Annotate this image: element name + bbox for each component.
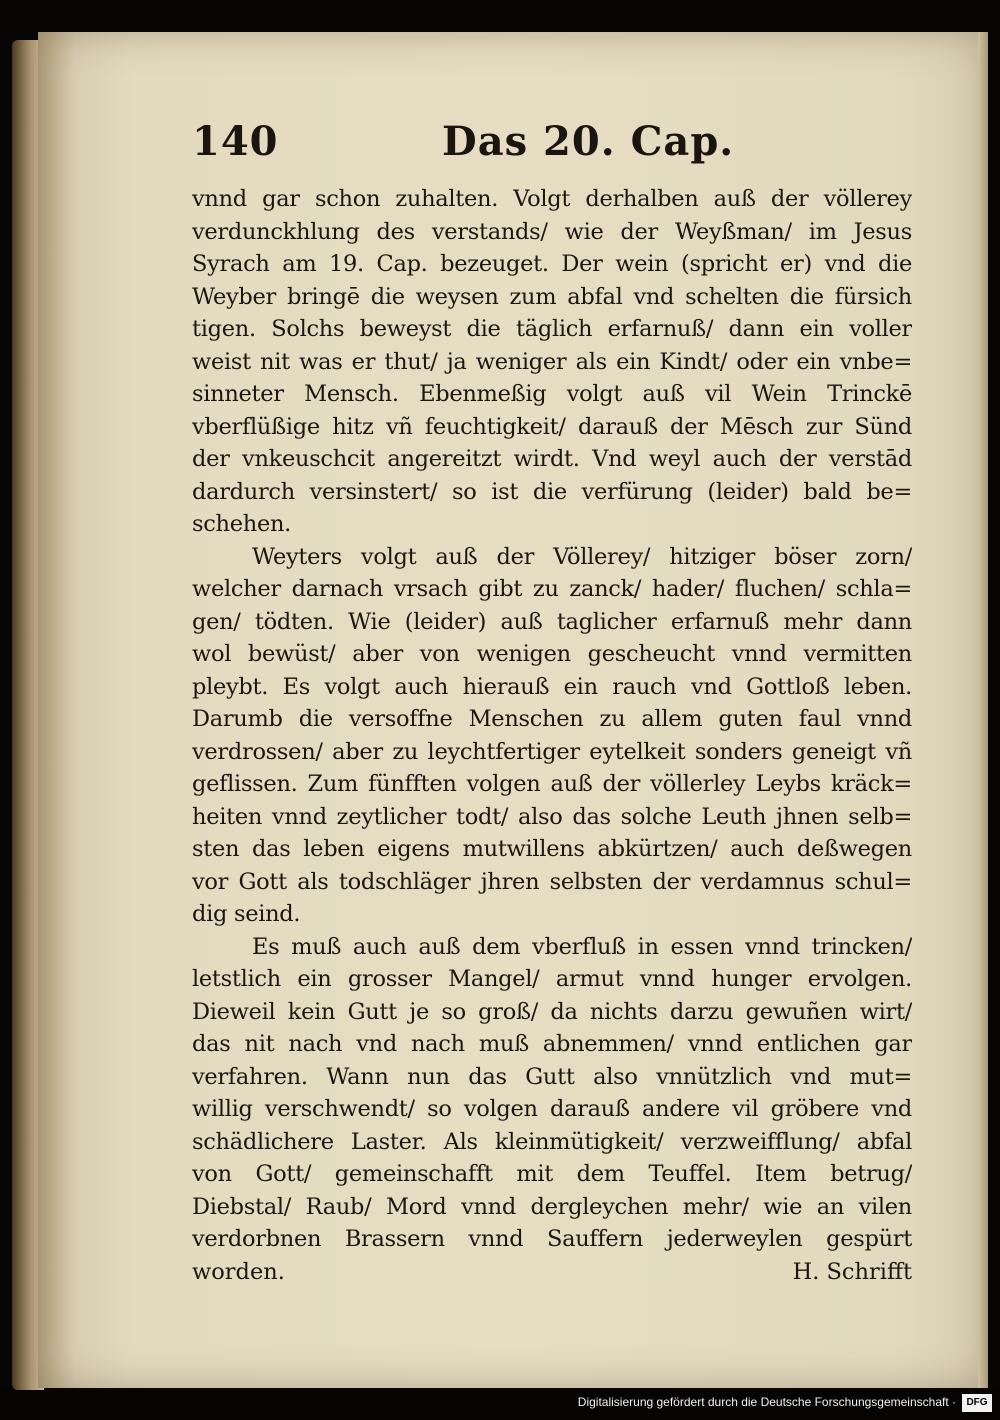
text-line: sinneter Mensch. Ebenmeßig volgt auß vil Wein Trinckē	[192, 381, 912, 407]
funding-credit: Digitalisierung gefördert durch die Deutsche Forschungsgemeinschaft ·	[577, 1395, 956, 1409]
last-line-with-catchword	[192, 1256, 912, 1289]
running-title: Das 20. Cap.	[442, 118, 735, 165]
paragraph-end-line: schehen.	[192, 511, 292, 537]
page-header	[192, 118, 912, 178]
text-line: welcher darnach vrsach gibt zu zanck/ hader/ fluchen/ schla=	[192, 576, 912, 602]
text-line: willig verschwendt/ so volgen darauß andere vil gröbere vnd	[192, 1096, 912, 1122]
text-line: Diebstal/ Raub/ Mord vnnd dergleychen mehr/ wie an vilen	[192, 1193, 912, 1220]
body-text	[192, 183, 912, 1285]
text-line: schädlichere Laster. Als kleinmütigkeit/ verzweifflung/ abfal	[192, 1128, 912, 1155]
text-line: Dieweil kein Gutt je so groß/ da nichts darzu gewuñen wirt/	[192, 998, 912, 1025]
text-line: Syrach am 19. Cap. bezeuget. Der wein (spricht er) vnd die	[192, 251, 912, 277]
text-line: weist nit was er thut/ ja weniger als ein Kindt/ oder ein vnbe=	[192, 348, 912, 375]
catchword: H. Schrifft	[792, 1258, 912, 1285]
paragraph-end-line: dig seind.	[192, 901, 301, 927]
paragraph-start-line: Weyters volgt auß der Völlerey/ hitziger böser zorn/	[252, 543, 912, 570]
text-line: sten das leben eigens mutwillens abkürtzen/ auch deßwegen	[192, 836, 912, 862]
text-line: verdrossen/ aber zu leychtfertiger eytelkeit sonders geneigt vñ	[192, 738, 912, 765]
text-line: gen/ tödten. Wie (leider) auß taglicher erfarnuß mehr dann	[192, 608, 912, 635]
text-line: verfahren. Wann nun das Gutt also vnnützlich vnd mut=	[192, 1063, 912, 1090]
text-line: von Gott/ gemeinschafft mit dem Teuffel. Item betrug/	[192, 1161, 912, 1187]
text-line: verdorbnen Brassern vnnd Sauffern jederweylen gespürt	[192, 1226, 912, 1252]
text-line: der vnkeuschcit angereitzt wirdt. Vnd weyl auch der verstād	[192, 446, 912, 472]
text-line: vnnd gar schon zuhalten. Volgt derhalben auß der völlerey	[192, 186, 912, 212]
text-line: vberflüßige hitz vñ feuchtigkeit/ darauß der Mēsch zur Sünd	[192, 413, 912, 440]
text-line: tigen. Solchs beweyst die täglich erfarnuß/ dann ein voller	[192, 316, 912, 342]
text-line: das nit nach vnd nach muß abnemmen/ vnnd entlichen gar	[192, 1031, 912, 1057]
last-line-text: worden.	[192, 1258, 285, 1285]
paragraph-start-line: Es muß auch auß dem vberfluß in essen vnnd trincken/	[252, 933, 912, 960]
dfg-logo-icon: DFG	[962, 1394, 992, 1412]
page-number: 140	[192, 118, 279, 165]
text-line: geflissen. Zum fünfften volgen auß der völlerley Leybs kräck=	[192, 771, 912, 797]
page-right-edge	[978, 32, 988, 1388]
text-line: letstlich ein grosser Mangel/ armut vnnd hunger ervolgen.	[192, 966, 912, 992]
text-line: heiten vnnd zeytlicher todt/ also das solche Leuth jhnen selb=	[192, 803, 912, 830]
text-line: Weyber bringē die weysen zum abfal vnd schelten die fürsich	[192, 283, 912, 310]
text-line: pleybt. Es volgt auch hierauß ein rauch vnd Gottloß leben.	[192, 673, 912, 700]
text-line: verdunckhlung des verstands/ wie der Weyßman/ im Jesus	[192, 218, 912, 245]
text-line: vor Gott als todschläger jhren selbsten der verdamnus schul=	[192, 868, 912, 895]
digitization-footer	[0, 1390, 1000, 1420]
text-line: wol bewüst/ aber von wenigen gescheucht vnnd vermitten	[192, 641, 912, 667]
text-line: Darumb die versoffne Menschen zu allem guten faul vnnd	[192, 706, 912, 732]
text-line: dardurch versinstert/ so ist die verfürung (leider) bald be=	[192, 478, 912, 505]
